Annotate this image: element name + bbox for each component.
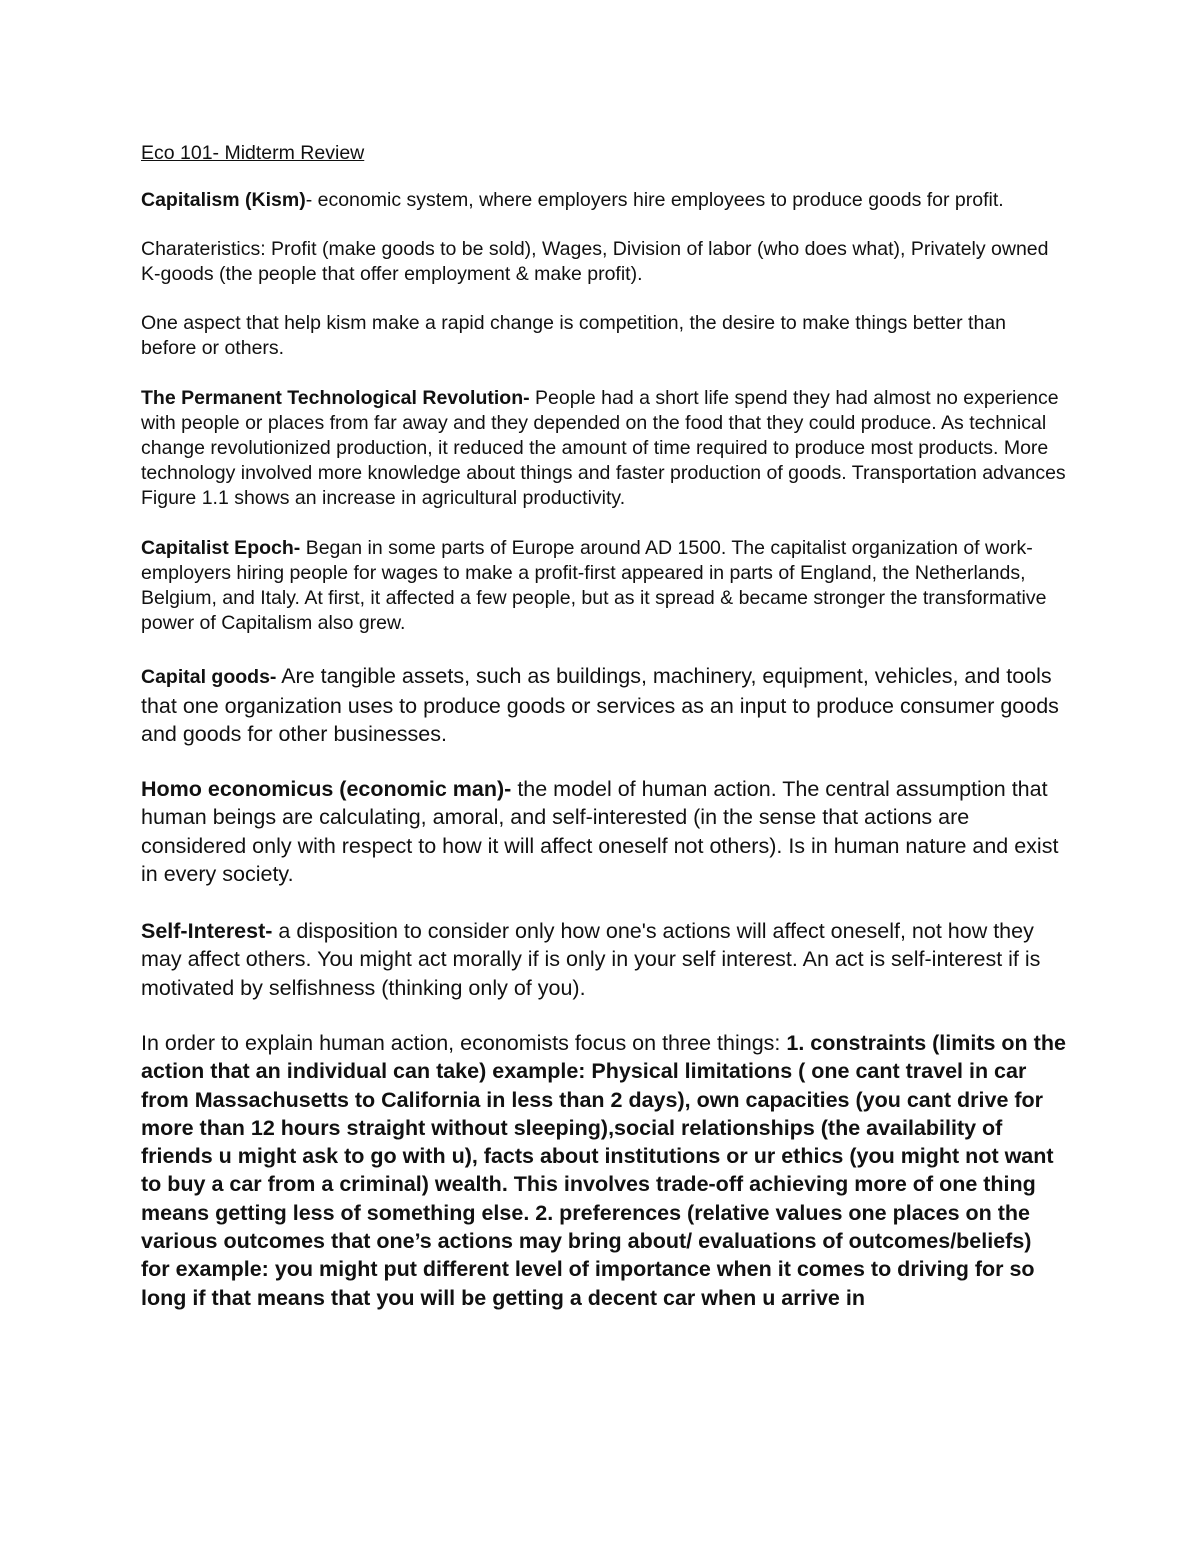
capitalist-epoch-term: Capitalist Epoch- bbox=[141, 537, 301, 559]
permanent-revolution-paragraph bbox=[141, 386, 1066, 511]
human-action-intro: In order to explain human action, economists focus on three things: bbox=[141, 1031, 787, 1055]
capital-goods-paragraph bbox=[141, 662, 1066, 749]
capitalism-definition: - economic system, where employers hire employees to produce goods for profit. bbox=[305, 189, 1004, 211]
self-interest-definition: a disposition to consider only how one's actions will affect oneself, not how they may affect others. You might act morally if is only in your self interest. An act is self-interest if is motivated by selfishness (thinking only of you). bbox=[141, 918, 1041, 1000]
capitalism-term: Capitalism (Kism) bbox=[141, 189, 306, 211]
permanent-revolution-definition: People had a short life spend they had almost no experience with people or places from far away and they depended on the food that they could produce. As technical change revolutionized production, it reduced the amount of time required to produce most products. More technology involved more knowledge about things and faster production of goods. Transportation advances Figure 1.1 shows an increase in agricultural productivity. bbox=[141, 387, 1066, 509]
human-action-paragraph bbox=[141, 1029, 1066, 1312]
capital-goods-definition: Are tangible assets, such as buildings, machinery, equipment, vehicles, and tools that one organization uses to produce goods or services as an input to produce consumer goods and goods for other businesses. bbox=[141, 664, 1059, 746]
human-action-factors: 1. constraints (limits on the action that an individual can take) example: Physical limitations ( one cant travel in car from Massachusetts to California in less than 2 days), own capacities (you cant drive for more than 12 hours straight without sleeping),social relationships (the availability of friends u might ask to go with u), facts about institutions or ur ethics (you might not want to buy a car from a criminal) wealth. This involves trade-off achieving more of one thing means getting less of something else. 2. preferences (relative values one places on the various outcomes that one’s actions may bring about/ evaluations of outcomes/beliefs) for example: you might put different level of importance when it comes to driving for so long if that means that you will be getting a decent car when u arrive in bbox=[141, 1031, 1066, 1310]
capital-goods-term: Capital goods- bbox=[141, 666, 277, 688]
document-title: Eco 101- Midterm Review bbox=[141, 142, 365, 164]
homo-economicus-definition: the model of human action. The central assumption that human beings are calculating, amoral, and self-interested (in the sense that actions are considered only with respect to how it will affect oneself not others). Is in human nature and exist in every society. bbox=[141, 776, 1059, 886]
document-page bbox=[141, 140, 1066, 1312]
capitalist-epoch-paragraph bbox=[141, 536, 1066, 636]
self-interest-paragraph bbox=[141, 917, 1066, 1003]
self-interest-term: Self-Interest- bbox=[141, 918, 273, 943]
capitalism-paragraph bbox=[141, 188, 1066, 213]
characteristics-paragraph: Charateristics: Profit (make goods to be sold), Wages, Division of labor (who does what), Privately owned K-goods (the people that offer employment & make profit). bbox=[141, 238, 1049, 285]
homo-economicus-paragraph bbox=[141, 775, 1066, 889]
homo-economicus-term: Homo economicus (economic man)- bbox=[141, 776, 512, 801]
competition-paragraph: One aspect that help kism make a rapid change is competition, the desire to make things better than before or others. bbox=[141, 312, 1006, 359]
capitalist-epoch-definition: Began in some parts of Europe around AD 1500. The capitalist organization of work-employers hiring people for wages to make a profit-first appeared in parts of England, the Netherlands, Belgium, and Italy. At first, it affected a few people, but as it spread & became stronger the transformative power of Capitalism also grew. bbox=[141, 537, 1047, 634]
permanent-revolution-term: The Permanent Technological Revolution- bbox=[141, 387, 530, 409]
